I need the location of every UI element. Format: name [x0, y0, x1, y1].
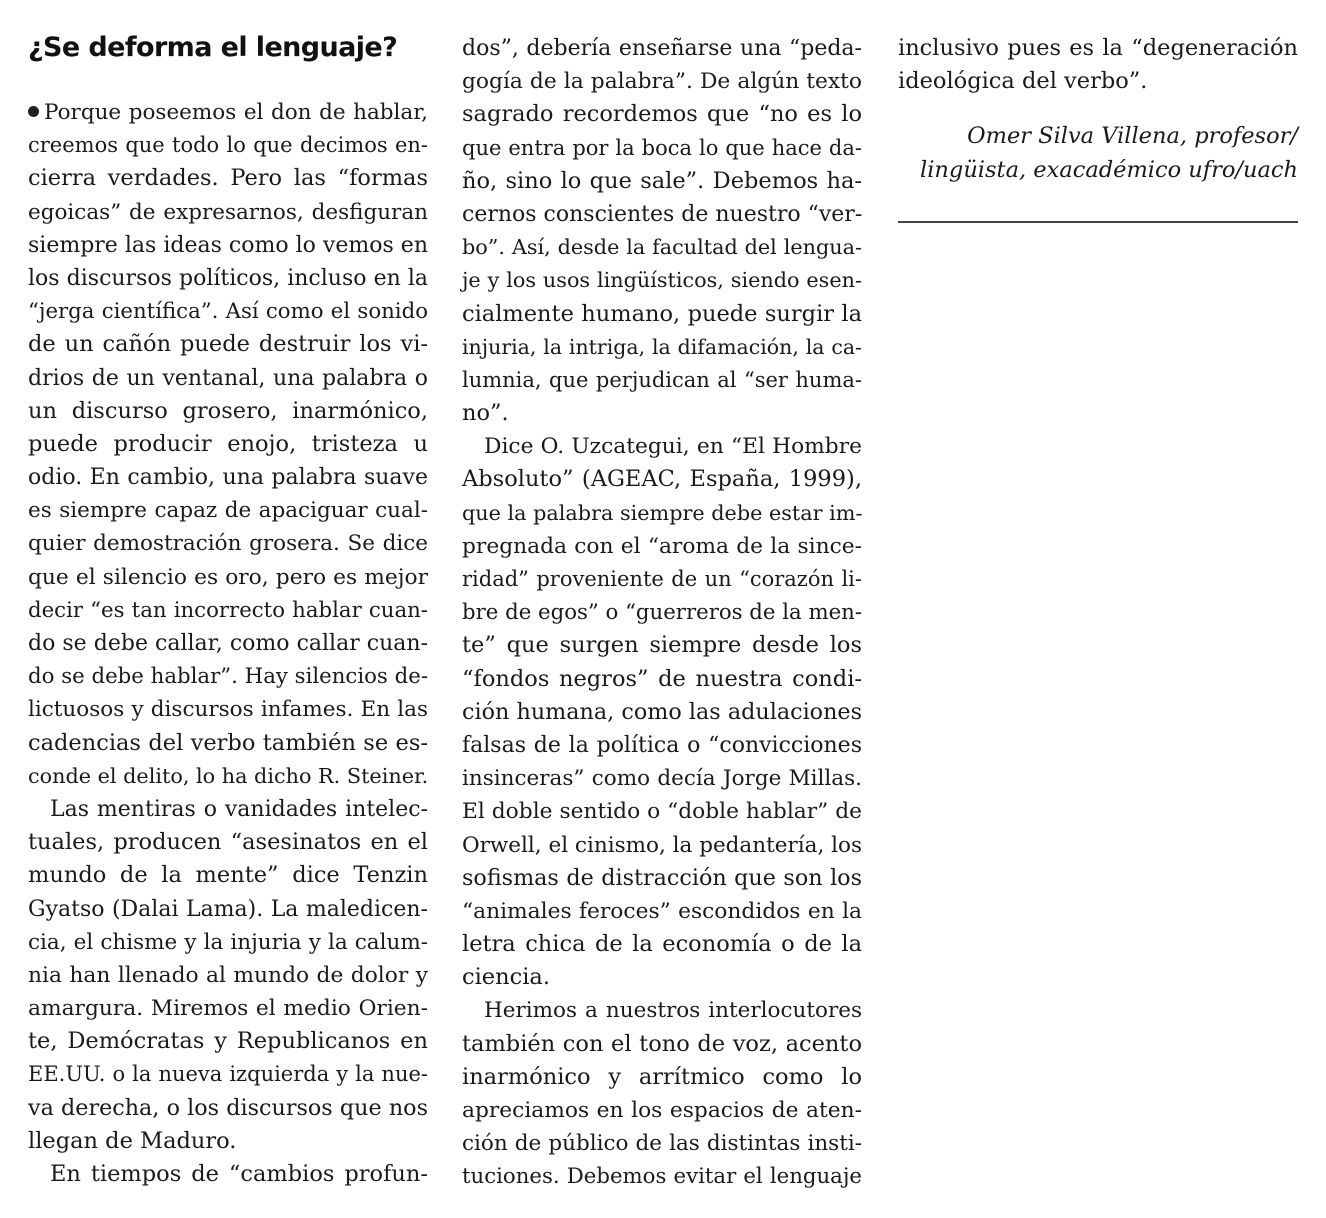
line-text: mundo de la mente” dice Tenzin [28, 862, 428, 889]
text-line [462, 663, 862, 696]
text-line [898, 32, 1298, 65]
text-line [28, 129, 428, 162]
line-text: “jerga científica”. Así como el sonido [28, 299, 428, 325]
text-line [28, 594, 428, 627]
column-1-text [28, 96, 428, 1191]
line-text: inclusivo pues es la “degeneración [898, 35, 1298, 61]
line-text: insinceras” como decía Jorge Millas. [462, 766, 862, 792]
line-text: tuales, producen “asesinatos en el [28, 829, 428, 856]
line-text: falsas de la política o “convicciones [462, 732, 862, 758]
text-line [28, 162, 428, 195]
article-column-3 [898, 32, 1298, 187]
text-line [462, 231, 862, 264]
text-line [462, 895, 862, 928]
text-line [462, 530, 862, 563]
text-line [28, 395, 428, 428]
text-line [28, 893, 428, 926]
text-line [462, 397, 862, 430]
text-line [28, 859, 428, 892]
line-text: nia han llenado al mundo de dolor y [28, 962, 428, 988]
text-line [28, 727, 428, 760]
line-text: amargura. Miremos el medio Orien- [28, 996, 428, 1022]
text-line [462, 463, 862, 496]
line-text: que entra por la boca lo que hace da- [462, 135, 862, 160]
line-text: “animales feroces” escondidos en la [462, 898, 862, 924]
text-line [28, 428, 428, 461]
text-line [898, 65, 1298, 98]
text-line [28, 1025, 428, 1058]
line-text: ño, sino lo que sale”. Debemos ha- [462, 167, 862, 194]
line-text: bo”. Así, desde la facultad del lengua- [462, 235, 862, 260]
text-line [28, 328, 428, 361]
line-text: ción de público de las distintas insti- [462, 1131, 862, 1157]
text-line [462, 762, 862, 795]
line-text: lumnia, que perjudican al “ser huma- [462, 367, 862, 392]
text-line [28, 926, 428, 959]
text-line [462, 994, 862, 1027]
line-text: do se debe callar, como callar cuan- [28, 631, 428, 656]
line-text: EE.UU. o la nueva izquierda y la nue- [28, 1062, 428, 1087]
line-text: quier demostración grosera. Se dice [28, 531, 428, 557]
article-column-2 [462, 32, 862, 1194]
text-line [28, 1158, 428, 1191]
line-text: te, Demócratas y Republicanos en [28, 1028, 428, 1055]
column-2-text [462, 32, 862, 1194]
line-text: que la palabra siempre debe estar im- [462, 500, 863, 525]
text-line [28, 461, 428, 494]
line-text: también con el tono de voz, acento [462, 1030, 862, 1057]
text-line [28, 793, 428, 826]
text-line [462, 1028, 862, 1061]
line-text: Porque poseemos el don de hablar, [44, 100, 428, 125]
line-text: ciencia. [462, 964, 550, 991]
text-line [462, 165, 862, 198]
author-signature [898, 120, 1298, 186]
line-text: inarmónico y arrítmico como lo [462, 1063, 862, 1090]
article-column-1 [28, 30, 428, 1191]
text-line [28, 693, 428, 726]
line-text: gogía de la palabra”. De algún texto [462, 69, 862, 95]
line-text: no”. [462, 400, 509, 427]
text-line [462, 298, 862, 331]
line-text: egoicas” de expresarnos, desfiguran [28, 199, 428, 225]
text-line [28, 959, 428, 992]
text-line [462, 98, 862, 131]
line-text: sofismas de distracción que son los [462, 864, 862, 891]
line-text: es siempre capaz de apaciguar cual- [28, 498, 428, 524]
text-line [462, 629, 862, 662]
text-line [28, 760, 428, 793]
line-text: de un cañón puede destruir los vi- [28, 331, 428, 358]
text-line [28, 494, 428, 527]
text-line [28, 992, 428, 1025]
text-line [462, 132, 862, 165]
text-line [28, 527, 428, 560]
signature-line: Omer Silva Villena, profesor/ [967, 123, 1298, 150]
text-line [462, 795, 862, 828]
line-text: “fondos negros” de nuestra condi- [462, 665, 862, 692]
text-line [28, 1125, 428, 1158]
text-line [462, 1094, 862, 1127]
text-line [462, 364, 862, 397]
line-text: Absoluto” (AGEAC, España, 1999), [462, 466, 862, 493]
text-line [462, 928, 862, 961]
line-text: un discurso grosero, inarmónico, [28, 397, 428, 424]
text-line [28, 627, 428, 660]
line-text: apreciamos en los espacios de aten- [462, 1098, 862, 1123]
line-text: llegan de Maduro. [28, 1127, 237, 1154]
line-text: Gyatso (Dalai Lama). La maledicen- [28, 896, 428, 922]
text-line [462, 563, 862, 596]
article-headline: ¿Se deforma el lenguaje? [28, 32, 398, 63]
line-text: injuria, la intriga, la difamación, la ca- [462, 334, 862, 359]
line-text: tuciones. Debemos evitar el lenguaje [462, 1164, 862, 1190]
text-line [462, 596, 862, 629]
text-line [28, 1058, 428, 1091]
text-line [28, 1092, 428, 1125]
line-text: pregnada con el “aroma de la since- [462, 533, 862, 559]
text-line [462, 264, 862, 297]
text-line [28, 96, 428, 129]
line-text: odio. En cambio, una palabra suave [28, 465, 428, 491]
text-line [28, 561, 428, 594]
line-text: Orwell, el cinismo, la pedantería, los [462, 832, 862, 858]
text-line [462, 331, 862, 364]
text-line [462, 696, 862, 729]
line-text: siempre las ideas como lo vemos en [28, 232, 428, 258]
text-line [462, 1061, 862, 1094]
text-line [462, 862, 862, 895]
text-line [462, 198, 862, 231]
line-text: creemos que todo lo que decimos en- [28, 133, 428, 158]
line-text: cadencias del verbo también se es- [28, 729, 428, 756]
line-text: ción humana, como las adulaciones [462, 698, 862, 725]
line-text: letra chica de la economía o de la [462, 931, 862, 958]
line-text: dos”, debería enseñarse una “peda- [462, 36, 862, 61]
column-3-text [898, 32, 1298, 98]
line-text: ideológica del verbo”. [898, 68, 1148, 95]
line-text: Las mentiras o vanidades intelec- [50, 796, 428, 822]
line-text: cernos conscientes de nuestro “ver- [462, 201, 863, 227]
line-text: Dice O. Uzcategui, en “El Hombre [484, 434, 862, 460]
line-text: ridad” proveniente de un “corazón li- [462, 567, 862, 591]
line-text: je y los usos lingüísticos, siendo esen- [462, 268, 862, 293]
text-line [462, 729, 862, 762]
signature-line: lingüista, exacadémico ufro/uach [920, 156, 1298, 183]
text-line [28, 262, 428, 295]
line-text: cia, el chisme y la injuria y la calum- [28, 929, 428, 955]
text-line [462, 32, 862, 65]
line-text: que el silencio es oro, pero es mejor [28, 564, 428, 590]
text-line [462, 961, 862, 994]
line-text: va derecha, o los discursos que nos [28, 1094, 428, 1121]
text-line [462, 430, 862, 463]
line-text: bre de egos” o “guerreros de la men- [462, 600, 863, 626]
text-line [462, 1160, 862, 1193]
text-line [28, 196, 428, 229]
text-line [462, 497, 862, 530]
line-text: Herimos a nuestros interlocutores [484, 998, 862, 1024]
line-text: lictuosos y discursos infames. En las [28, 697, 428, 723]
line-text: do se debe hablar”. Hay silencios de- [28, 664, 428, 690]
line-text: puede producir enojo, tristeza u [28, 430, 428, 457]
line-text: cierra verdades. Pero las “formas [28, 165, 428, 192]
text-line [462, 1127, 862, 1160]
text-line [28, 229, 428, 262]
line-text: sagrado recordemos que “no es lo [462, 101, 862, 128]
line-text: los discursos políticos, incluso en la [28, 265, 428, 291]
line-text: te” que surgen siempre desde los [462, 632, 862, 659]
bullet-icon [28, 106, 39, 117]
section-divider [898, 221, 1298, 223]
text-line [462, 65, 862, 98]
line-text: En tiempos de “cambios profun- [50, 1161, 428, 1187]
line-text: El doble sentido o “doble hablar” de [462, 799, 862, 825]
text-line [462, 829, 862, 862]
text-line [28, 362, 428, 395]
text-line [28, 295, 428, 328]
line-text: decir “es tan incorrecto hablar cuan- [28, 597, 428, 623]
line-text: drios de un ventanal, una palabra o [28, 365, 428, 391]
text-line [28, 660, 428, 693]
text-line [28, 826, 428, 859]
line-text: conde el delito, lo ha dicho R. Steiner. [28, 763, 429, 788]
line-text: cialmente humano, puede surgir la [462, 300, 862, 327]
